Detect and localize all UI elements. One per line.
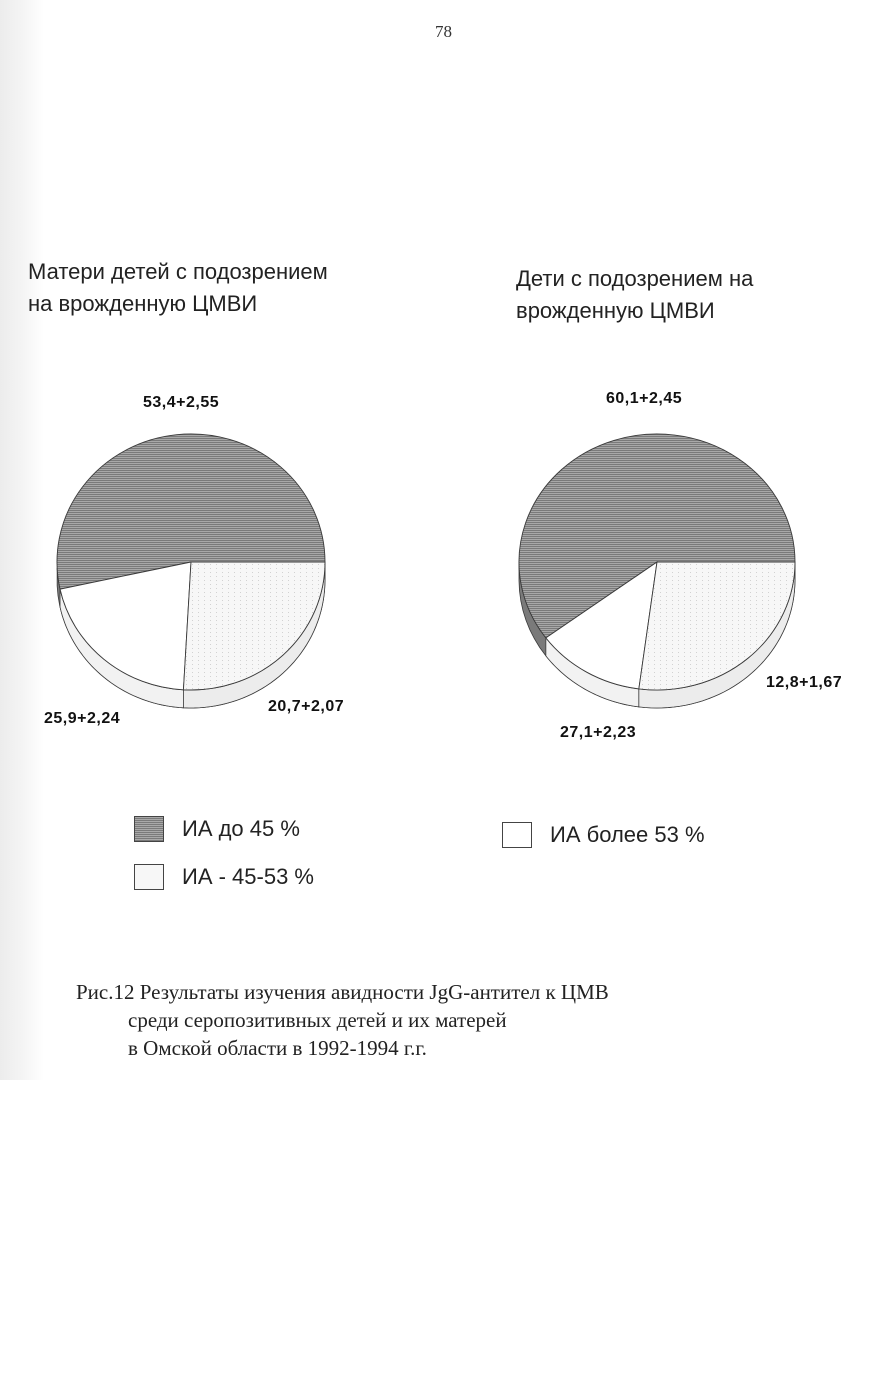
pie-chart-mothers [48,420,348,720]
pie-chart-children [510,420,810,720]
legend-item-low-avidity [134,816,300,842]
pie-mothers-slice-2 [183,562,325,690]
figure-caption-line-1: Рис.12 Результаты изучения авидности JgG-антител к ЦМВ [76,980,609,1004]
pie-children-label-high-avidity: 12,8+1,67 [766,674,843,691]
legend-label: ИА более 53 % [550,822,705,847]
pie-mothers-label-high-avidity: 20,7+2,07 [268,698,345,715]
pie-title-children-line-2: врожденную ЦМВИ [516,298,715,323]
legend-label: ИА - 45-53 % [182,864,314,889]
pie-title-mothers-line-1: Матери детей с подозрением [28,259,328,284]
legend-swatch-light [134,864,164,890]
pie-children-label-low-avidity: 60,1+2,45 [606,390,683,407]
pie-title-mothers [28,256,328,320]
pie-title-mothers-line-2: на врожденную ЦМВИ [28,291,258,316]
legend-swatch-white [502,822,532,848]
pie-mothers-label-low-avidity: 53,4+2,55 [143,394,220,411]
pie-mothers-label-mid-avidity: 25,9+2,24 [44,710,121,727]
legend-swatch-dark [134,816,164,842]
pie-title-children-line-1: Дети с подозрением на [516,266,754,291]
figure-caption-line-2: среди серопозитивных детей и их матерей [128,1008,507,1032]
figure-caption-line-3: в Омской области в 1992-1994 г.г. [128,1036,427,1060]
pie-children-label-mid-avidity: 27,1+2,23 [560,724,637,741]
pie-children-slice-2 [639,562,795,690]
legend-label: ИА до 45 % [182,816,300,841]
page-number: 78 [435,22,452,41]
legend-item-high-avidity [502,822,705,848]
pie-title-children [516,263,753,327]
legend-item-mid-avidity [134,864,314,890]
scan-edge-shadow [0,0,44,1080]
